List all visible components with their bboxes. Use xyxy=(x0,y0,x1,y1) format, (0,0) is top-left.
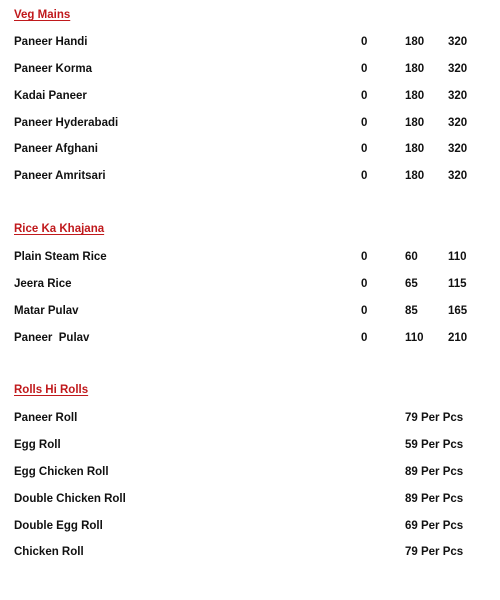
item-col3: 320 xyxy=(448,63,468,75)
section-title-veg-mains: Veg Mains xyxy=(14,9,71,21)
item-col3: 210 xyxy=(448,332,468,344)
item-col2: 110 xyxy=(405,332,424,344)
menu-item-row xyxy=(0,410,500,426)
item-name: Paneer Afghani xyxy=(14,143,98,155)
menu-item-row xyxy=(0,34,500,50)
item-col1: 0 xyxy=(361,63,368,75)
item-col3: 165 xyxy=(448,305,468,317)
item-col1: 0 xyxy=(361,278,368,290)
item-name: Chicken Roll xyxy=(14,546,84,558)
item-col2: 180 xyxy=(405,117,425,129)
item-name: Matar Pulav xyxy=(14,305,79,317)
menu-item-row xyxy=(0,276,500,292)
item-name: Jeera Rice xyxy=(14,278,72,290)
item-col3: 320 xyxy=(448,170,468,182)
menu-item-row xyxy=(0,61,500,77)
item-price: 79 Per Pcs xyxy=(405,546,464,558)
item-name: Double Egg Roll xyxy=(14,520,103,532)
item-name: Plain Steam Rice xyxy=(14,251,107,263)
item-price: 89 Per Pcs xyxy=(405,493,464,505)
item-name: Paneer Pulav xyxy=(14,332,90,344)
menu-item-row xyxy=(0,330,500,346)
item-col2: 180 xyxy=(405,90,425,102)
item-name: Paneer Amritsari xyxy=(14,170,106,182)
item-col2: 180 xyxy=(405,63,425,75)
item-name: Paneer Handi xyxy=(14,36,88,48)
item-col3: 320 xyxy=(448,36,468,48)
item-col2: 180 xyxy=(405,36,425,48)
item-name: Paneer Roll xyxy=(14,412,78,424)
item-col1: 0 xyxy=(361,117,368,129)
item-price: 59 Per Pcs xyxy=(405,439,464,451)
item-col1: 0 xyxy=(361,90,368,102)
item-col1: 0 xyxy=(361,332,368,344)
item-price: 79 Per Pcs xyxy=(405,412,464,424)
item-col3: 115 xyxy=(448,278,467,290)
item-col1: 0 xyxy=(361,170,368,182)
menu-item-row xyxy=(0,464,500,480)
section-title-rolls-hi-rolls: Rolls Hi Rolls xyxy=(14,384,89,396)
item-price: 89 Per Pcs xyxy=(405,466,464,478)
item-name: Egg Chicken Roll xyxy=(14,466,109,478)
menu-item-row xyxy=(0,141,500,157)
item-name: Egg Roll xyxy=(14,439,61,451)
item-col2: 60 xyxy=(405,251,418,263)
menu-item-row xyxy=(0,303,500,319)
item-col2: 180 xyxy=(405,143,425,155)
item-col1: 0 xyxy=(361,36,368,48)
item-col1: 0 xyxy=(361,251,368,263)
item-name: Double Chicken Roll xyxy=(14,493,126,505)
item-col3: 320 xyxy=(448,90,468,102)
item-col2: 65 xyxy=(405,278,418,290)
section-title-rice-ka-khajana: Rice Ka Khajana xyxy=(14,223,105,235)
item-name: Paneer Korma xyxy=(14,63,92,75)
item-col1: 0 xyxy=(361,305,368,317)
menu-item-row xyxy=(0,544,500,560)
item-col2: 180 xyxy=(405,170,425,182)
item-col2: 85 xyxy=(405,305,418,317)
menu-item-row xyxy=(0,115,500,131)
item-col3: 320 xyxy=(448,117,468,129)
item-col3: 320 xyxy=(448,143,468,155)
menu-item-row xyxy=(0,249,500,265)
menu-item-row xyxy=(0,88,500,104)
menu-item-row xyxy=(0,168,500,184)
item-col3: 110 xyxy=(448,251,467,263)
item-price: 69 Per Pcs xyxy=(405,520,464,532)
item-name: Kadai Paneer xyxy=(14,90,87,102)
item-name: Paneer Hyderabadi xyxy=(14,117,119,129)
menu-item-row xyxy=(0,491,500,507)
menu-item-row xyxy=(0,437,500,453)
menu-item-row xyxy=(0,518,500,534)
item-col1: 0 xyxy=(361,143,368,155)
